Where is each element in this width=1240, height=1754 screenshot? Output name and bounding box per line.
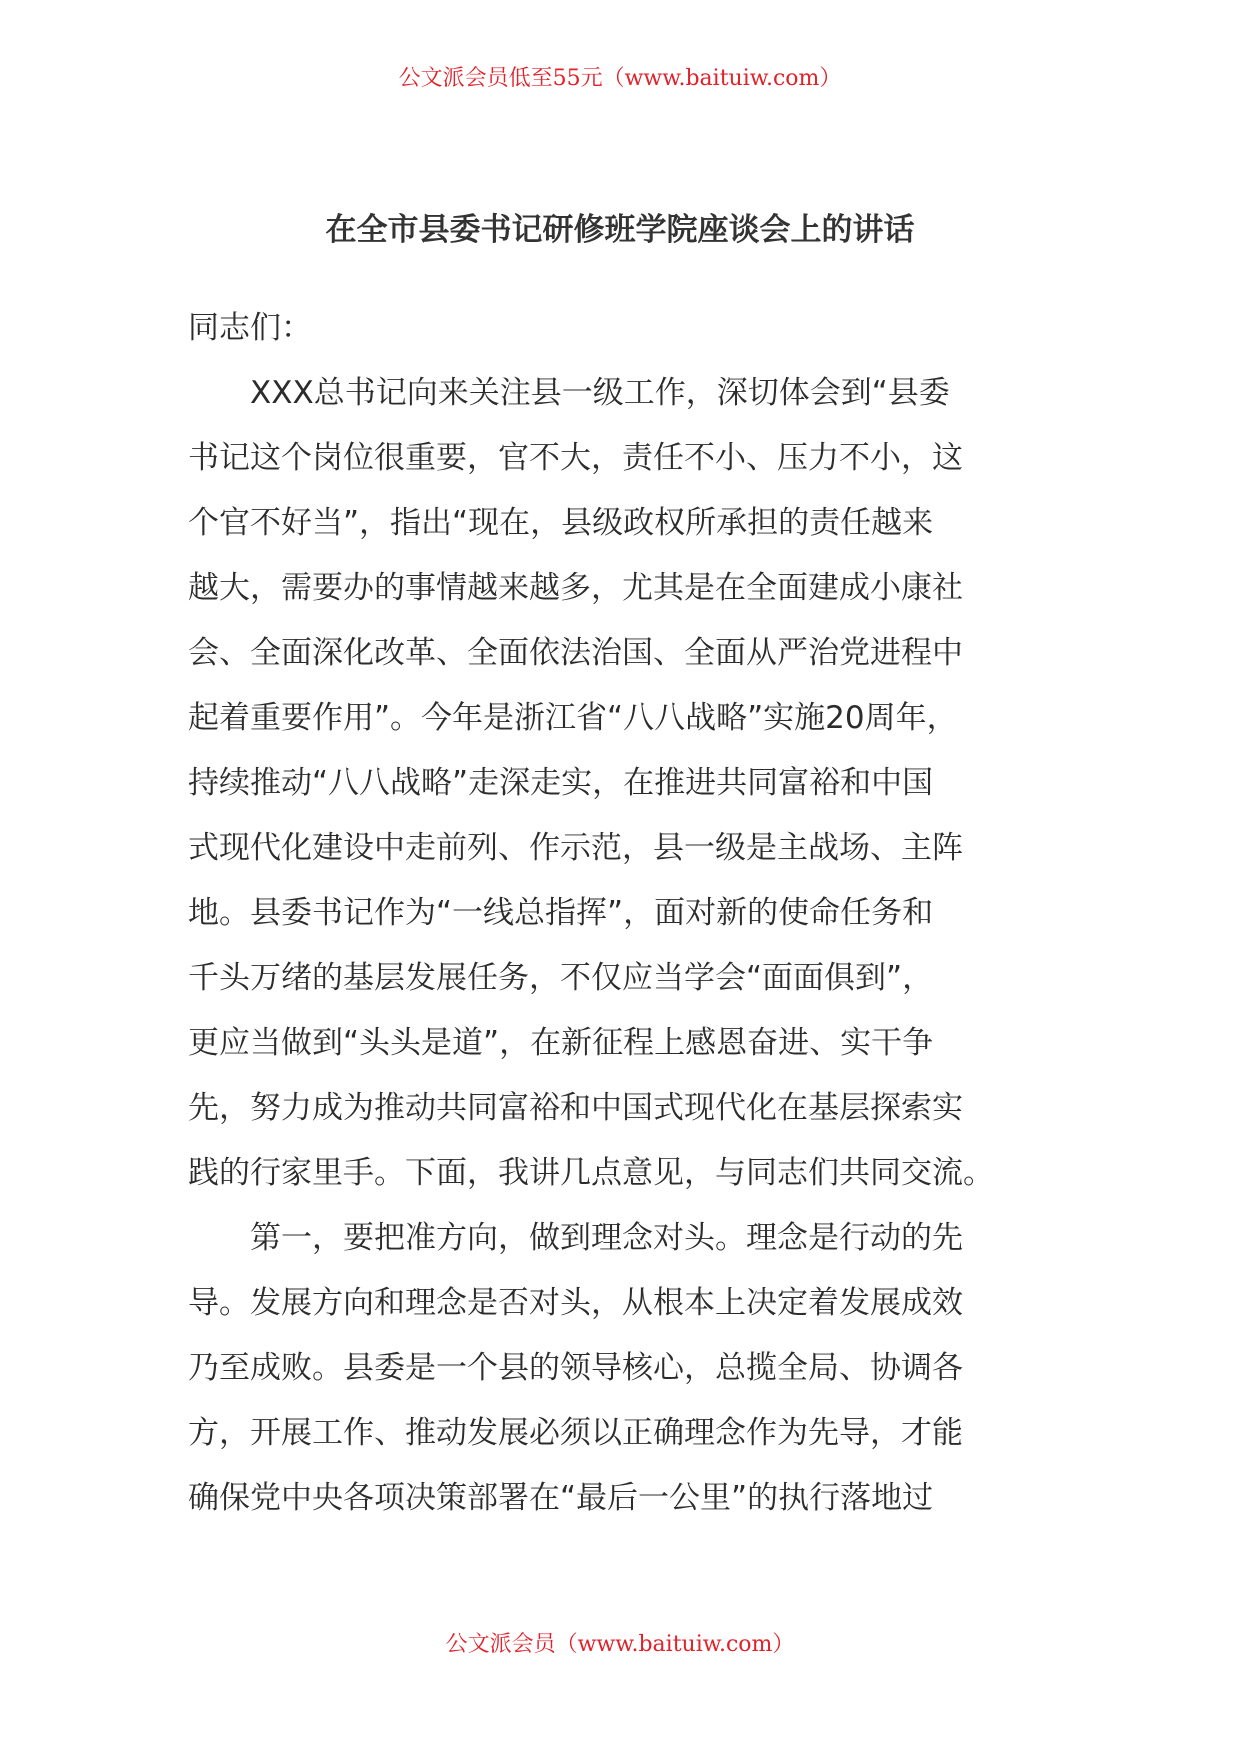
- body-line: 方，开展工作、推动发展必须以正确理念作为先导，才能: [188, 1415, 963, 1451]
- body-line: 乃至成败。县委是一个县的领导核心，总揽全局、协调各: [188, 1350, 963, 1386]
- body-line: 持续推动“八八战略”走深走实，在推进共同富裕和中国: [188, 765, 934, 801]
- body-line: 导。发展方向和理念是否对头，从根本上决定着发展成效: [188, 1285, 963, 1321]
- body-line: 践的行家里手。下面，我讲几点意见，与同志们共同交流。: [188, 1155, 994, 1191]
- body-line: 地。县委书记作为“一线总指挥”，面对新的使命任务和: [188, 895, 934, 931]
- salutation: 同志们：: [188, 310, 312, 346]
- body-line: 千头万绪的基层发展任务，不仅应当学会“面面俱到”，: [188, 960, 934, 996]
- header-watermark: 公文派会员低至55元（www.baituiw.com）: [398, 66, 842, 91]
- body-line: 越大，需要办的事情越来越多，尤其是在全面建成小康社: [188, 570, 963, 606]
- body-line: 书记这个岗位很重要，官不大，责任不小、压力不小，这: [188, 440, 963, 476]
- document-title: 在全市县委书记研修班学院座谈会上的讲话: [325, 212, 915, 248]
- footer-watermark: 公文派会员（www.baituiw.com）: [445, 1632, 795, 1657]
- body-line: 确保党中央各项决策部署在“最后一公里”的执行落地过: [188, 1480, 934, 1516]
- body-line: 更应当做到“头头是道”，在新征程上感恩奋进、实干争: [188, 1025, 934, 1061]
- body-line: 先，努力成为推动共同富裕和中国式现代化在基层探索实: [188, 1090, 963, 1126]
- body-line: XXX总书记向来关注县一级工作，深切体会到“县委: [188, 375, 950, 411]
- body-line: 第一，要把准方向，做到理念对头。理念是行动的先: [188, 1220, 963, 1256]
- body-line: 起着重要作用”。今年是浙江省“八八战略”实施20周年，: [188, 700, 958, 736]
- document-body: [188, 296, 1088, 1531]
- body-line: 个官不好当”，指出“现在，县级政权所承担的责任越来: [188, 505, 934, 541]
- body-line: 式现代化建设中走前列、作示范，县一级是主战场、主阵: [188, 830, 963, 866]
- body-line: 会、全面深化改革、全面依法治国、全面从严治党进程中: [188, 635, 963, 671]
